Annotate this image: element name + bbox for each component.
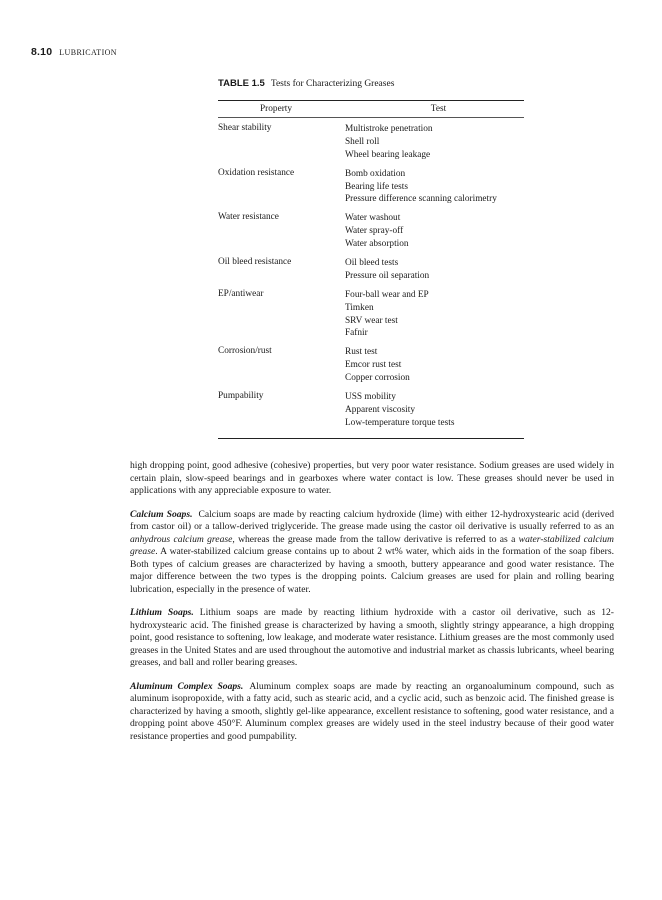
test-item: Bearing life tests [345,181,408,192]
test-cell [345,289,524,347]
test-item: Wheel bearing leakage [345,149,431,160]
table-row [218,118,524,168]
body-text [130,460,614,754]
property-cell: Oil bleed resistance [218,257,292,268]
table-body [218,118,524,438]
test-item: Oil bleed tests [345,258,399,269]
table-bottom-rule [218,438,524,439]
test-cell [345,168,524,213]
table-label: TABLE 1.5 [218,78,265,89]
paragraph-aluminum-complex-soaps [130,681,614,744]
property-cell: Corrosion/rust [218,346,272,357]
test-item: Copper corrosion [345,373,410,384]
table-title: Tests for Characterizing Greases [270,79,395,89]
table-row [218,168,524,213]
page-number: 8.10 [31,46,53,58]
calcium-text-2: , whereas the grease made from the tallow derivative is referred to as a [232,533,519,545]
term-anhydrous-calcium-grease: anhydrous calcium grease [130,533,233,545]
test-item: Water spray-off [345,226,404,237]
table-row [218,212,524,257]
paragraph-calcium-soaps [130,509,614,597]
property-cell: Shear stability [218,123,272,133]
test-item: Low-temperature torque tests [345,417,455,428]
table-caption [218,78,524,94]
running-header [31,46,117,58]
column-header-test: Test [430,104,447,114]
test-item: Shell roll [345,136,380,147]
property-cell: Pumpability [218,391,264,402]
test-item: Four-ball wear and EP [345,289,429,300]
test-cell [345,118,524,168]
table-row [218,391,524,438]
test-item: Multistroke penetration [345,124,433,134]
test-item: Water washout [345,213,401,224]
heading-lithium-soaps: Lithium Soaps. [130,607,194,618]
test-item: Fafnir [345,328,368,339]
aluminum-text: Aluminum complex soaps are made by reacting an organoaluminum compound, such as aluminum isopropoxide, with a fatty acid, such as stearic acid, and a cyclic acid, such as benzoic acid. The finished grease is characterized by having a smooth, slightly gel-like appearance, excellent resistance to softening, good water resistance, and a dropping point above 450°F. Aluminum complex greases are widely used in the steel industry because of their good water resistance properties and good pumpability. [130,680,614,742]
test-item: Apparent viscosity [345,404,415,415]
paragraph-sodium-continued: high dropping point, good adhesive (cohesive) properties, but very poor water resistance. Sodium greases are used widely in certain plain, slow-speed bearings and in gearboxes where water contact is low. These greases should never be used in applications with any appreciable exposure to water. [130,460,614,496]
lithium-text: Lithium soaps are made by reacting lithium hydroxide with a castor oil derivative, such as 12-hydroxystearic acid. The finished grease is characterized by having a smooth, slightly stringy appearance, a high dropping point, good resistance to softening, low leakage, and moderate water resistance. Lithium greases are the most commonly used greases in the United States and are used throughout the automotive and industrial market as chassis lubricants, wheel bearing greases, and ball and roller bearing greases. [130,607,614,668]
table-row [218,289,524,347]
grease-tests-table-body [218,118,524,438]
table-row [218,257,524,289]
test-cell [345,391,524,438]
table-1-5 [218,78,524,439]
test-item: SRV wear test [345,315,398,326]
grease-tests-table [218,101,524,117]
column-header-property: Property [260,104,293,114]
heading-calcium-soaps: Calcium Soaps. [130,508,193,520]
section-title: LUBRICATION [59,48,117,57]
test-item: Bomb oxidation [345,168,406,179]
calcium-text-3: . A water-stabilized calcium grease contains up to about 2 wt% water, which aids in the formation of the soap fibers. Both types of calcium greases are characterized by having a smooth, buttery appearance and good water resistance. The major difference between the two types is the dropping points. Calcium greases are used for plain and rolling bearing lubrication, especially in the presence of water. [130,546,614,595]
test-cell [345,257,524,289]
calcium-text-1: Calcium soaps are made by reacting calcium hydroxide (lime) with either 12-hydroxystearic acid (derived from castor oil) or a tallow-derived triglyceride. The grease made using the castor oil derivative is usually referred to as an [130,508,614,532]
test-item: Timken [345,302,374,313]
test-cell [345,212,524,257]
term-water-stabilized-calcium-grease: water-stabilized calcium grease [130,533,614,557]
heading-aluminum-complex-soaps: Aluminum Complex Soaps. [130,680,244,692]
test-item: Pressure oil separation [345,270,430,281]
test-item: Emcor rust test [345,360,402,371]
property-cell: EP/antiwear [218,288,264,299]
test-item: Pressure difference scanning calorimetry [345,194,497,205]
table-row [218,346,524,391]
paragraph-lithium-soaps [130,607,614,670]
test-item: Rust test [345,347,378,358]
test-cell [345,346,524,391]
property-cell: Water resistance [218,212,279,223]
test-item: Water absorption [345,239,409,250]
table-header-row [218,101,524,117]
test-item: USS mobility [345,392,396,403]
property-cell: Oxidation resistance [218,167,295,178]
